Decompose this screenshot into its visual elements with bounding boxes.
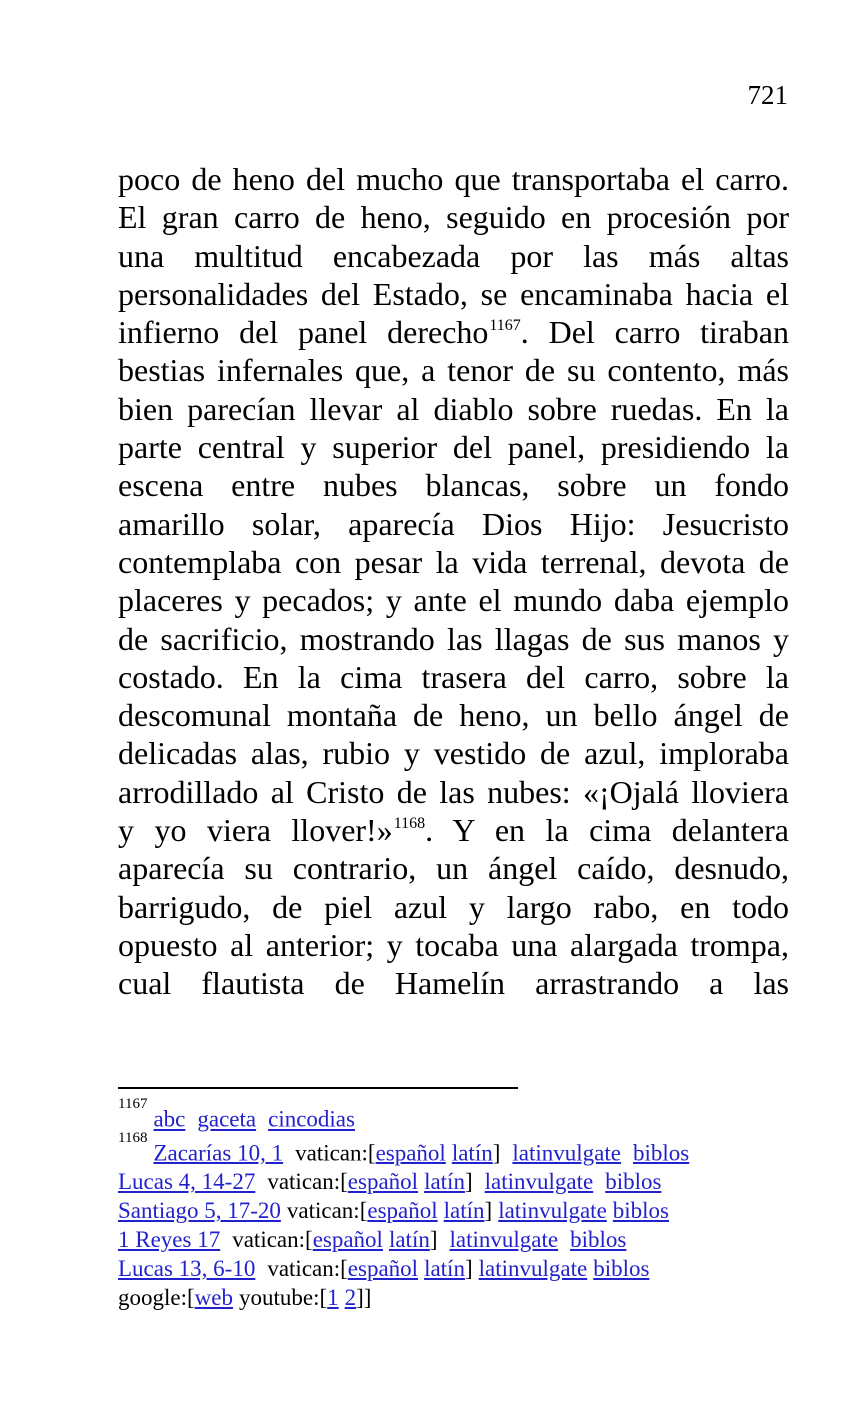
latinvulgate-link[interactable]: latinvulgate	[512, 1140, 621, 1166]
vatican-spanish-link[interactable]: español	[367, 1198, 438, 1224]
link-gaceta[interactable]: gaceta	[197, 1106, 257, 1132]
vatican-spanish-link[interactable]: español	[347, 1256, 419, 1282]
vatican-label: vatican:[	[267, 1256, 348, 1282]
text-line: escena entre nubes blancas, sobre un fondo	[118, 467, 789, 504]
link-cincodias[interactable]: cincodias	[268, 1106, 355, 1132]
text-line: opuesto al anterior; y tocaba una alargada trompa,	[118, 926, 789, 963]
text-line: aparecía su contrario, un ángel caído, desnudo,	[118, 850, 789, 887]
bracket-close: ]	[464, 1256, 473, 1282]
footnote-ref-line	[118, 1167, 818, 1196]
bracket-close: ]	[464, 1169, 473, 1195]
text-line: El gran carro de heno, seguido en procesión por	[118, 199, 789, 236]
text-segment: infierno del panel derecho	[118, 314, 489, 351]
bracket-close: ]]	[356, 1285, 372, 1311]
footnote-mark: 1168	[118, 1129, 148, 1146]
latinvulgate-link[interactable]: latinvulgate	[478, 1256, 588, 1282]
text-line: delicadas alas, rubio y vestido de azul, imploraba	[118, 735, 789, 772]
text-line: placeres y pecados; y ante el mundo daba ejemplo	[118, 582, 789, 619]
text-line: descomunal montaña de heno, un bello ángel de	[118, 697, 789, 734]
text-line: contemplaba con pesar la vida terrenal, devota de	[118, 543, 789, 580]
footnote-1168	[118, 1129, 818, 1168]
footnote-1167	[118, 1096, 818, 1134]
text-line: de sacrificio, mostrando las llagas de sus manos y	[118, 620, 789, 657]
text-line	[118, 811, 789, 849]
bracket-close: ]	[484, 1198, 493, 1224]
biblos-link[interactable]: biblos	[605, 1169, 662, 1195]
google-label: google:[	[118, 1285, 195, 1311]
text-line: arrodillado al Cristo de las nubes: «¡Ojalá lloviera	[118, 773, 789, 810]
bible-ref-link[interactable]: Santiago 5, 17-20	[118, 1198, 281, 1224]
vatican-latin-link[interactable]: latín	[424, 1169, 465, 1195]
latinvulgate-link[interactable]: latinvulgate	[449, 1227, 559, 1253]
text-line: una multitud encabezada por las más altas	[118, 237, 789, 274]
footnote-media-line	[118, 1283, 818, 1312]
vatican-latin-link[interactable]: latín	[451, 1140, 493, 1166]
vatican-spanish-link[interactable]: español	[347, 1169, 419, 1195]
bible-ref-link[interactable]: 1 Reyes 17	[118, 1227, 221, 1253]
text-segment: . Y en la cima delantera	[425, 812, 789, 849]
vatican-spanish-link[interactable]: español	[375, 1140, 446, 1166]
footnote-ref-line	[118, 1196, 818, 1225]
text-line: costado. En la cima trasera del carro, sobre la	[118, 658, 789, 695]
biblos-link[interactable]: biblos	[612, 1198, 670, 1224]
bible-ref-link[interactable]: Lucas 4, 14-27	[118, 1169, 256, 1195]
text-line: bestias infernales que, a tenor de su contento, más	[118, 352, 789, 389]
vatican-label: vatican:[	[286, 1198, 368, 1224]
vatican-label: vatican:[	[232, 1227, 313, 1253]
body-text	[118, 160, 789, 1003]
vatican-latin-link[interactable]: latín	[388, 1227, 430, 1253]
footnote-ref-line	[118, 1254, 818, 1283]
footnote-separator	[118, 1087, 518, 1089]
text-segment: y yo viera llover!»	[118, 812, 393, 849]
biblos-link[interactable]: biblos	[570, 1227, 627, 1253]
biblos-link[interactable]: biblos	[632, 1140, 690, 1166]
footnote-mark: 1167	[118, 1096, 148, 1112]
footnote-ref-line	[118, 1225, 818, 1254]
google-web-link[interactable]: web	[194, 1285, 233, 1311]
page-number: 721	[747, 80, 788, 110]
youtube-label: youtube:[	[238, 1285, 328, 1311]
bible-ref-link[interactable]: Lucas 13, 6-10	[118, 1256, 256, 1282]
latinvulgate-link[interactable]: latinvulgate	[498, 1198, 607, 1224]
bracket-close: ]	[492, 1140, 501, 1166]
text-line: poco de heno del mucho que transportaba el carro.	[118, 161, 789, 197]
footnote-reference-1167: 1167	[489, 317, 521, 335]
vatican-label: vatican:[	[267, 1169, 348, 1195]
youtube-link-2[interactable]: 2	[344, 1285, 357, 1311]
bible-ref-link[interactable]: Zacarías 10, 1	[153, 1140, 284, 1166]
vatican-latin-link[interactable]: latín	[424, 1256, 465, 1282]
biblos-link[interactable]: biblos	[593, 1256, 650, 1282]
text-line: amarillo solar, aparecía Dios Hijo: Jesucristo	[118, 505, 789, 542]
footnotes	[118, 1096, 818, 1312]
bracket-close: ]	[429, 1227, 438, 1253]
latinvulgate-link[interactable]: latinvulgate	[484, 1169, 594, 1195]
vatican-spanish-link[interactable]: español	[312, 1227, 383, 1253]
text-line: personalidades del Estado, se encaminaba hacia el	[118, 275, 789, 312]
vatican-latin-link[interactable]: latín	[443, 1198, 485, 1224]
youtube-link-1[interactable]: 1	[327, 1285, 339, 1311]
text-line: parte central y superior del panel, presidiendo la	[118, 429, 789, 466]
vatican-label: vatican:[	[295, 1140, 376, 1166]
text-line	[118, 313, 789, 351]
text-line: bien parecían llevar al diablo sobre ruedas. En la	[118, 390, 789, 427]
link-abc[interactable]: abc	[153, 1106, 186, 1132]
text-segment: . Del carro tiraban	[520, 314, 789, 351]
footnote-reference-1168: 1168	[393, 815, 426, 833]
text-line: cual flautista de Hamelín arrastrando a las	[118, 965, 789, 1002]
text-line: barrigudo, de piel azul y largo rabo, en todo	[118, 888, 789, 925]
